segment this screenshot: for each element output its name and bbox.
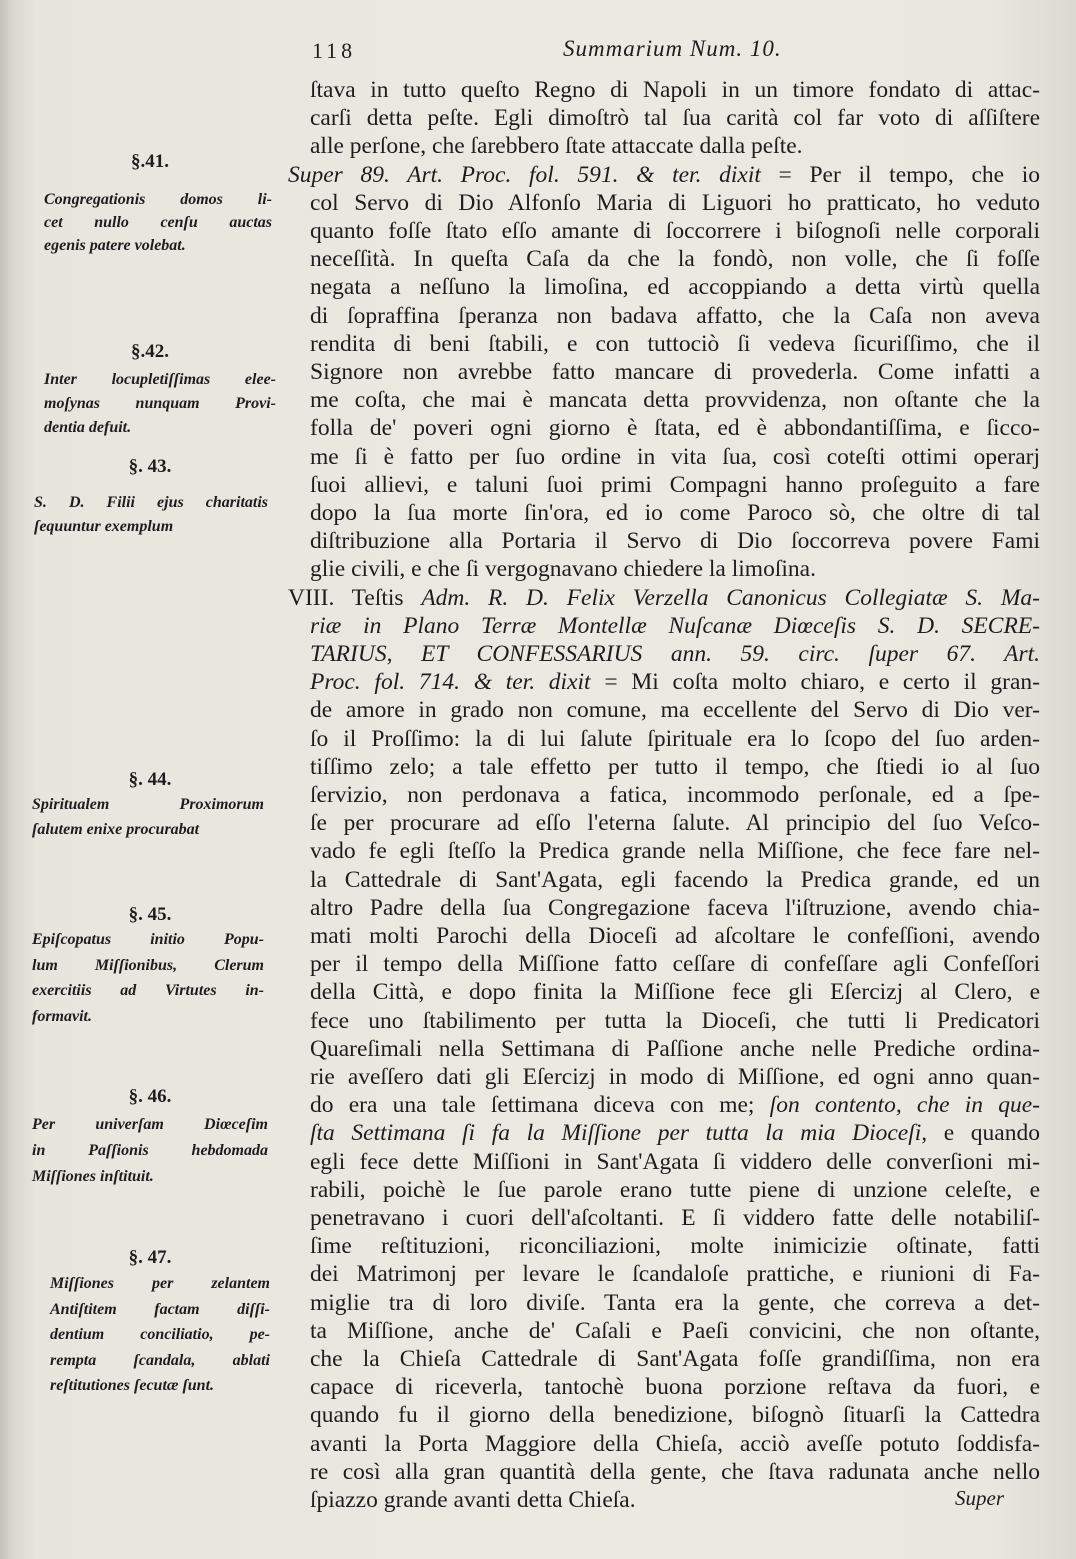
roman-text-run: ſime reſtituzioni, riconciliazioni, molte inimicizie oſtinate, fatti	[310, 1233, 1040, 1260]
italic-text-run: Adm. R. D. Felix Verzella Canonicus Collegiatæ S. Ma-	[421, 584, 1040, 611]
margin-note-text: Congregationis domos li-	[44, 191, 272, 208]
text-line	[310, 612, 1040, 640]
text-line	[310, 76, 1040, 104]
margin-note-text: Spiritualem Proximorum	[32, 796, 264, 813]
roman-text-run: folla de' poveri ogni giorno è ſtata, ed è abbondantiſſima, e ſicco-	[310, 415, 1040, 442]
roman-text-run: ta Miſſione, anche de' Caſali e Paeſi convicini, che non oſtante,	[310, 1317, 1040, 1344]
text-line	[288, 584, 1040, 612]
text-line	[310, 725, 1040, 753]
margin-note-text: egenis patere volebat.	[44, 237, 186, 254]
text-line	[310, 1430, 1040, 1458]
margin-note-text: formavit.	[32, 1007, 92, 1025]
roman-text-run: re così alla gran quantità della gente, che ſtava radunata anche nello	[310, 1458, 1040, 1485]
roman-text-run: ſuoi allievi, e taluni ſuoi primi Compagni hanno proſeguito a fare	[310, 471, 1040, 498]
margin-note-text: in Paſſionis hebdomada	[32, 1142, 268, 1159]
roman-text-run: quanto foſſe ſtato eſſo amante di ſoccorrere i biſognoſi nelle corporali	[310, 218, 1040, 244]
margin-note-text: Inter locupletiſſimas elee-	[44, 371, 276, 388]
text-line	[310, 330, 1040, 358]
roman-text-run: me coſta, che mai è mancata detta provvidenza, non oſtante che la	[310, 387, 1040, 414]
roman-text-run: rabili, poichè le ſue parole erano tutte piene di unzione celeſte, e	[310, 1176, 1040, 1203]
text-line	[310, 217, 1040, 245]
italic-text-run: riæ in Plano Terræ Montellæ Nuſcanæ Diœceſis S. D. SECRE-	[310, 612, 1040, 639]
margin-section-number: §. 43.	[128, 456, 172, 477]
margin-section-number: §. 44.	[128, 769, 172, 790]
italic-text-run: ſon contento, che in que-	[769, 1092, 1040, 1119]
text-line	[310, 894, 1040, 922]
roman-text-run: dopo la ſua morte ſin'ora, ed io come Paroco sò, che oltre di tal	[310, 500, 1040, 526]
italic-text-run: ſta Settimana ſi fa la Miſſione per tutta la mia Dioceſi,	[310, 1120, 928, 1147]
text-line	[310, 132, 1040, 160]
margin-note-text: cet nullo cenſu auctas	[44, 214, 272, 231]
roman-text-run: egli fece dette Miſſioni in Sant'Agata ſi viddero delle converſioni mi-	[310, 1148, 1040, 1175]
roman-text-run: ſtava in tutto queſto Regno di Napoli in un timore fondato di attac-	[310, 77, 1040, 103]
roman-text-run: della Città, e dopo finita la Miſſione fece gli Eſercizj al Clero, e	[310, 979, 1040, 1006]
text-line	[310, 414, 1040, 442]
text-line	[310, 696, 1040, 724]
text-line	[310, 273, 1040, 301]
roman-text-run: ſervizio, non perdonava a fatica, incommodo perſonale, ed a ſpe-	[310, 782, 1040, 808]
running-title: Summarium Num. 10.	[563, 36, 782, 61]
margin-note-text: reſtitutiones ſecutæ ſunt.	[50, 1377, 215, 1394]
text-line	[310, 809, 1040, 837]
roman-text-run: col Servo di Dio Alfonſo Maria di Liguori ho pratticato, ho veduto	[310, 189, 1040, 216]
roman-text-run: capace di riceverla, tantochè buona porzione reſtava da fuori, e	[310, 1374, 1040, 1401]
text-line	[310, 1486, 1040, 1514]
roman-text-run: negata a neſſuno la limoſina, ed accoppiando a detta virtù quella	[310, 274, 1040, 301]
text-line	[310, 1289, 1040, 1317]
text-line	[310, 1148, 1040, 1176]
roman-text-run: di ſopraffina ſperanza non badava affatto, che la Caſa non aveva	[310, 302, 1040, 329]
roman-text-run: rie aveſſero dati gli Eſercizj in modo di Miſſione, ed ogni anno quan-	[310, 1064, 1040, 1090]
text-line	[310, 1260, 1040, 1288]
roman-text-run: neceſſità. In queſta Caſa da che la fondò, non volle, che ſi foſſe	[310, 246, 1040, 273]
margin-section-number: §. 46.	[128, 1086, 172, 1107]
text-line	[310, 1119, 1040, 1147]
text-line	[310, 837, 1040, 865]
text-line	[310, 1204, 1040, 1232]
margin-section-number: §.41.	[131, 151, 169, 172]
roman-text-run: avanti la Porta Maggiore della Chieſa, acciò aveſſe potuto ſoddisfa-	[310, 1430, 1040, 1457]
text-line	[310, 443, 1040, 471]
roman-text-run: miglie tra di loro diviſe. Tanta era la gente, che correva a det-	[310, 1289, 1040, 1316]
roman-text-run: dei Matrimonj per levare le ſcandaloſe prattiche, e riunioni di Fa-	[310, 1261, 1040, 1288]
roman-text-run: Quareſimali nella Settimana di Paſſione anche nelle Prediche ordina-	[310, 1035, 1040, 1062]
text-line	[310, 1345, 1040, 1373]
margin-note-text: Epiſcopatus initio Popu-	[32, 931, 264, 948]
text-line	[310, 640, 1040, 668]
roman-text-run: fece uno ſtabilimento per tutta la Dioceſi, che tutti li Predicatori	[310, 1007, 1040, 1034]
text-line	[310, 471, 1040, 499]
text-line	[310, 1458, 1040, 1486]
margin-note-text: dentia defuit.	[44, 419, 132, 436]
margin-note-text: S. D. Filii ejus charitatis	[34, 494, 268, 511]
roman-text-run: vado fe egli ſteſſo la Predica grande nella Miſſione, che fece fare nel-	[310, 838, 1040, 865]
text-line	[310, 104, 1040, 132]
roman-text-run: me ſi è fatto per ſuo ordine in vita ſua, così coteſti ottimi operarj	[310, 443, 1040, 470]
text-line	[288, 161, 1040, 189]
text-line	[310, 1063, 1040, 1091]
text-line	[310, 978, 1040, 1006]
roman-text-run: ſo il Proſſimo: la di lui ſalute ſpirituale era lo ſcopo del ſuo arden-	[310, 725, 1040, 752]
margin-note-text: dentium conciliatio, pe-	[50, 1326, 270, 1343]
margin-note-text: Per univerſam Diœceſim	[32, 1116, 268, 1133]
text-line	[310, 1007, 1040, 1035]
page-number: 118	[312, 38, 357, 63]
margin-note-text: moſynas nunquam Provi-	[44, 395, 276, 412]
text-line	[310, 753, 1040, 781]
roman-text-run: quando fu il giorno della benedizione, biſognò ſituarſi la Cattedra	[310, 1402, 1040, 1429]
italic-text-run: Super 89. Art. Proc. fol. 591. & ter. dixit	[288, 161, 761, 188]
text-line	[310, 1373, 1040, 1401]
roman-text-run: alle perſone, che ſarebbero ſtate attaccate dalla peſte.	[310, 133, 803, 160]
roman-text-run: de amore in grado non comune, ma eccellente del Servo di Dio ver-	[310, 697, 1040, 724]
roman-text-run: e quando	[927, 1120, 1040, 1147]
roman-text-run: mati molti Parochi della Dioceſi ad aſcoltare le confeſſioni, avendo	[310, 923, 1040, 949]
roman-text-run: Signore non avrebbe fatto mancare di provederla. Come infatti a	[310, 359, 1040, 385]
roman-text-run: ſe per procurare ad eſſo l'eterna ſalute. Al principio del ſuo Veſco-	[310, 810, 1040, 837]
margin-note-text: ſequuntur exemplum	[34, 518, 174, 535]
margin-note-text: exercitiis ad Virtutes in-	[32, 982, 264, 999]
text-line	[310, 189, 1040, 217]
roman-text-run: VIII. Teſtis	[288, 584, 422, 611]
text-line	[310, 1232, 1040, 1260]
roman-text-run: do era una tale ſettimana diceva con me;	[310, 1092, 770, 1119]
text-line	[310, 950, 1040, 978]
text-line	[310, 922, 1040, 950]
text-line	[310, 1035, 1040, 1063]
text-line	[310, 1401, 1040, 1429]
italic-text-run: TARIUS, ET CONFESSARIUS ann. 59. circ. ſuper 67. Art.	[310, 641, 1040, 667]
roman-text-run: = Per il tempo, che io	[760, 161, 1041, 188]
margin-section-number: §.42.	[131, 341, 169, 362]
text-line	[310, 527, 1040, 555]
roman-text-run: ſpiazzo grande avanti detta Chieſa.	[310, 1487, 636, 1513]
text-line	[310, 781, 1040, 809]
text-line	[310, 1176, 1040, 1204]
roman-text-run: tiſſimo zelo; a tale effetto per tutto il tempo, che ſtiedi io al ſuo	[310, 753, 1040, 780]
catchword: Super	[955, 1486, 1004, 1510]
margin-note-text: ſalutem enixe procurabat	[32, 821, 200, 838]
roman-text-run: che la Chieſa Cattedrale di Sant'Agata foſſe grandiſſima, non era	[310, 1346, 1040, 1372]
text-line	[310, 358, 1040, 386]
italic-text-run: Proc. fol. 714. & ter. dixit	[310, 669, 591, 696]
margin-note-text: Miſſiones per zelantem	[50, 1275, 270, 1292]
roman-text-run: rendita di beni ſtabili, e con tuttociò ſi vedeva ſicuriſſimo, che il	[310, 330, 1040, 357]
margin-note-text: Miſſiones inſtituit.	[32, 1168, 154, 1185]
text-line	[310, 555, 1040, 583]
text-line	[310, 866, 1040, 894]
text-line	[310, 1091, 1040, 1119]
roman-text-run: carſi detta peſte. Egli dimoſtrò tal ſua carità col far voto di aſſiſtere	[310, 105, 1040, 132]
text-line	[310, 302, 1040, 330]
margin-note-text: lum Miſſionibus, Clerum	[32, 956, 264, 974]
roman-text-run: penetravano i cuori dell'aſcoltanti. E ſi viddero fatte delle notabiliſ-	[310, 1205, 1040, 1231]
text-line	[310, 245, 1040, 273]
text-line	[310, 668, 1040, 696]
roman-text-run: per il tempo della Miſſione fatto ceſſare di confeſſare agli Confeſſori	[310, 951, 1040, 978]
roman-text-run: altro Padre della ſua Congregazione faceva l'iſtruzione, avendo chia-	[310, 894, 1040, 921]
roman-text-run: glie civili, e che ſi vergognavano chiedere la limoſina.	[310, 556, 816, 583]
text-line	[310, 499, 1040, 527]
text-line	[310, 1317, 1040, 1345]
roman-text-run: = Mi coſta molto chiaro, e certo il gran-	[590, 669, 1041, 696]
text-line	[310, 386, 1040, 414]
margin-note-text: rempta ſcandala, ablati	[50, 1351, 270, 1369]
roman-text-run: la Cattedrale di Sant'Agata, egli facendo la Predica grande, ed un	[310, 866, 1040, 893]
margin-section-number: §. 47.	[128, 1247, 172, 1268]
margin-note-text: Antiſtitem factam diſſi-	[50, 1300, 270, 1318]
roman-text-run: diſtribuzione alla Portaria il Servo di Dio ſoccorreva povere Fami	[310, 528, 1040, 555]
margin-section-number: §. 45.	[128, 904, 172, 925]
